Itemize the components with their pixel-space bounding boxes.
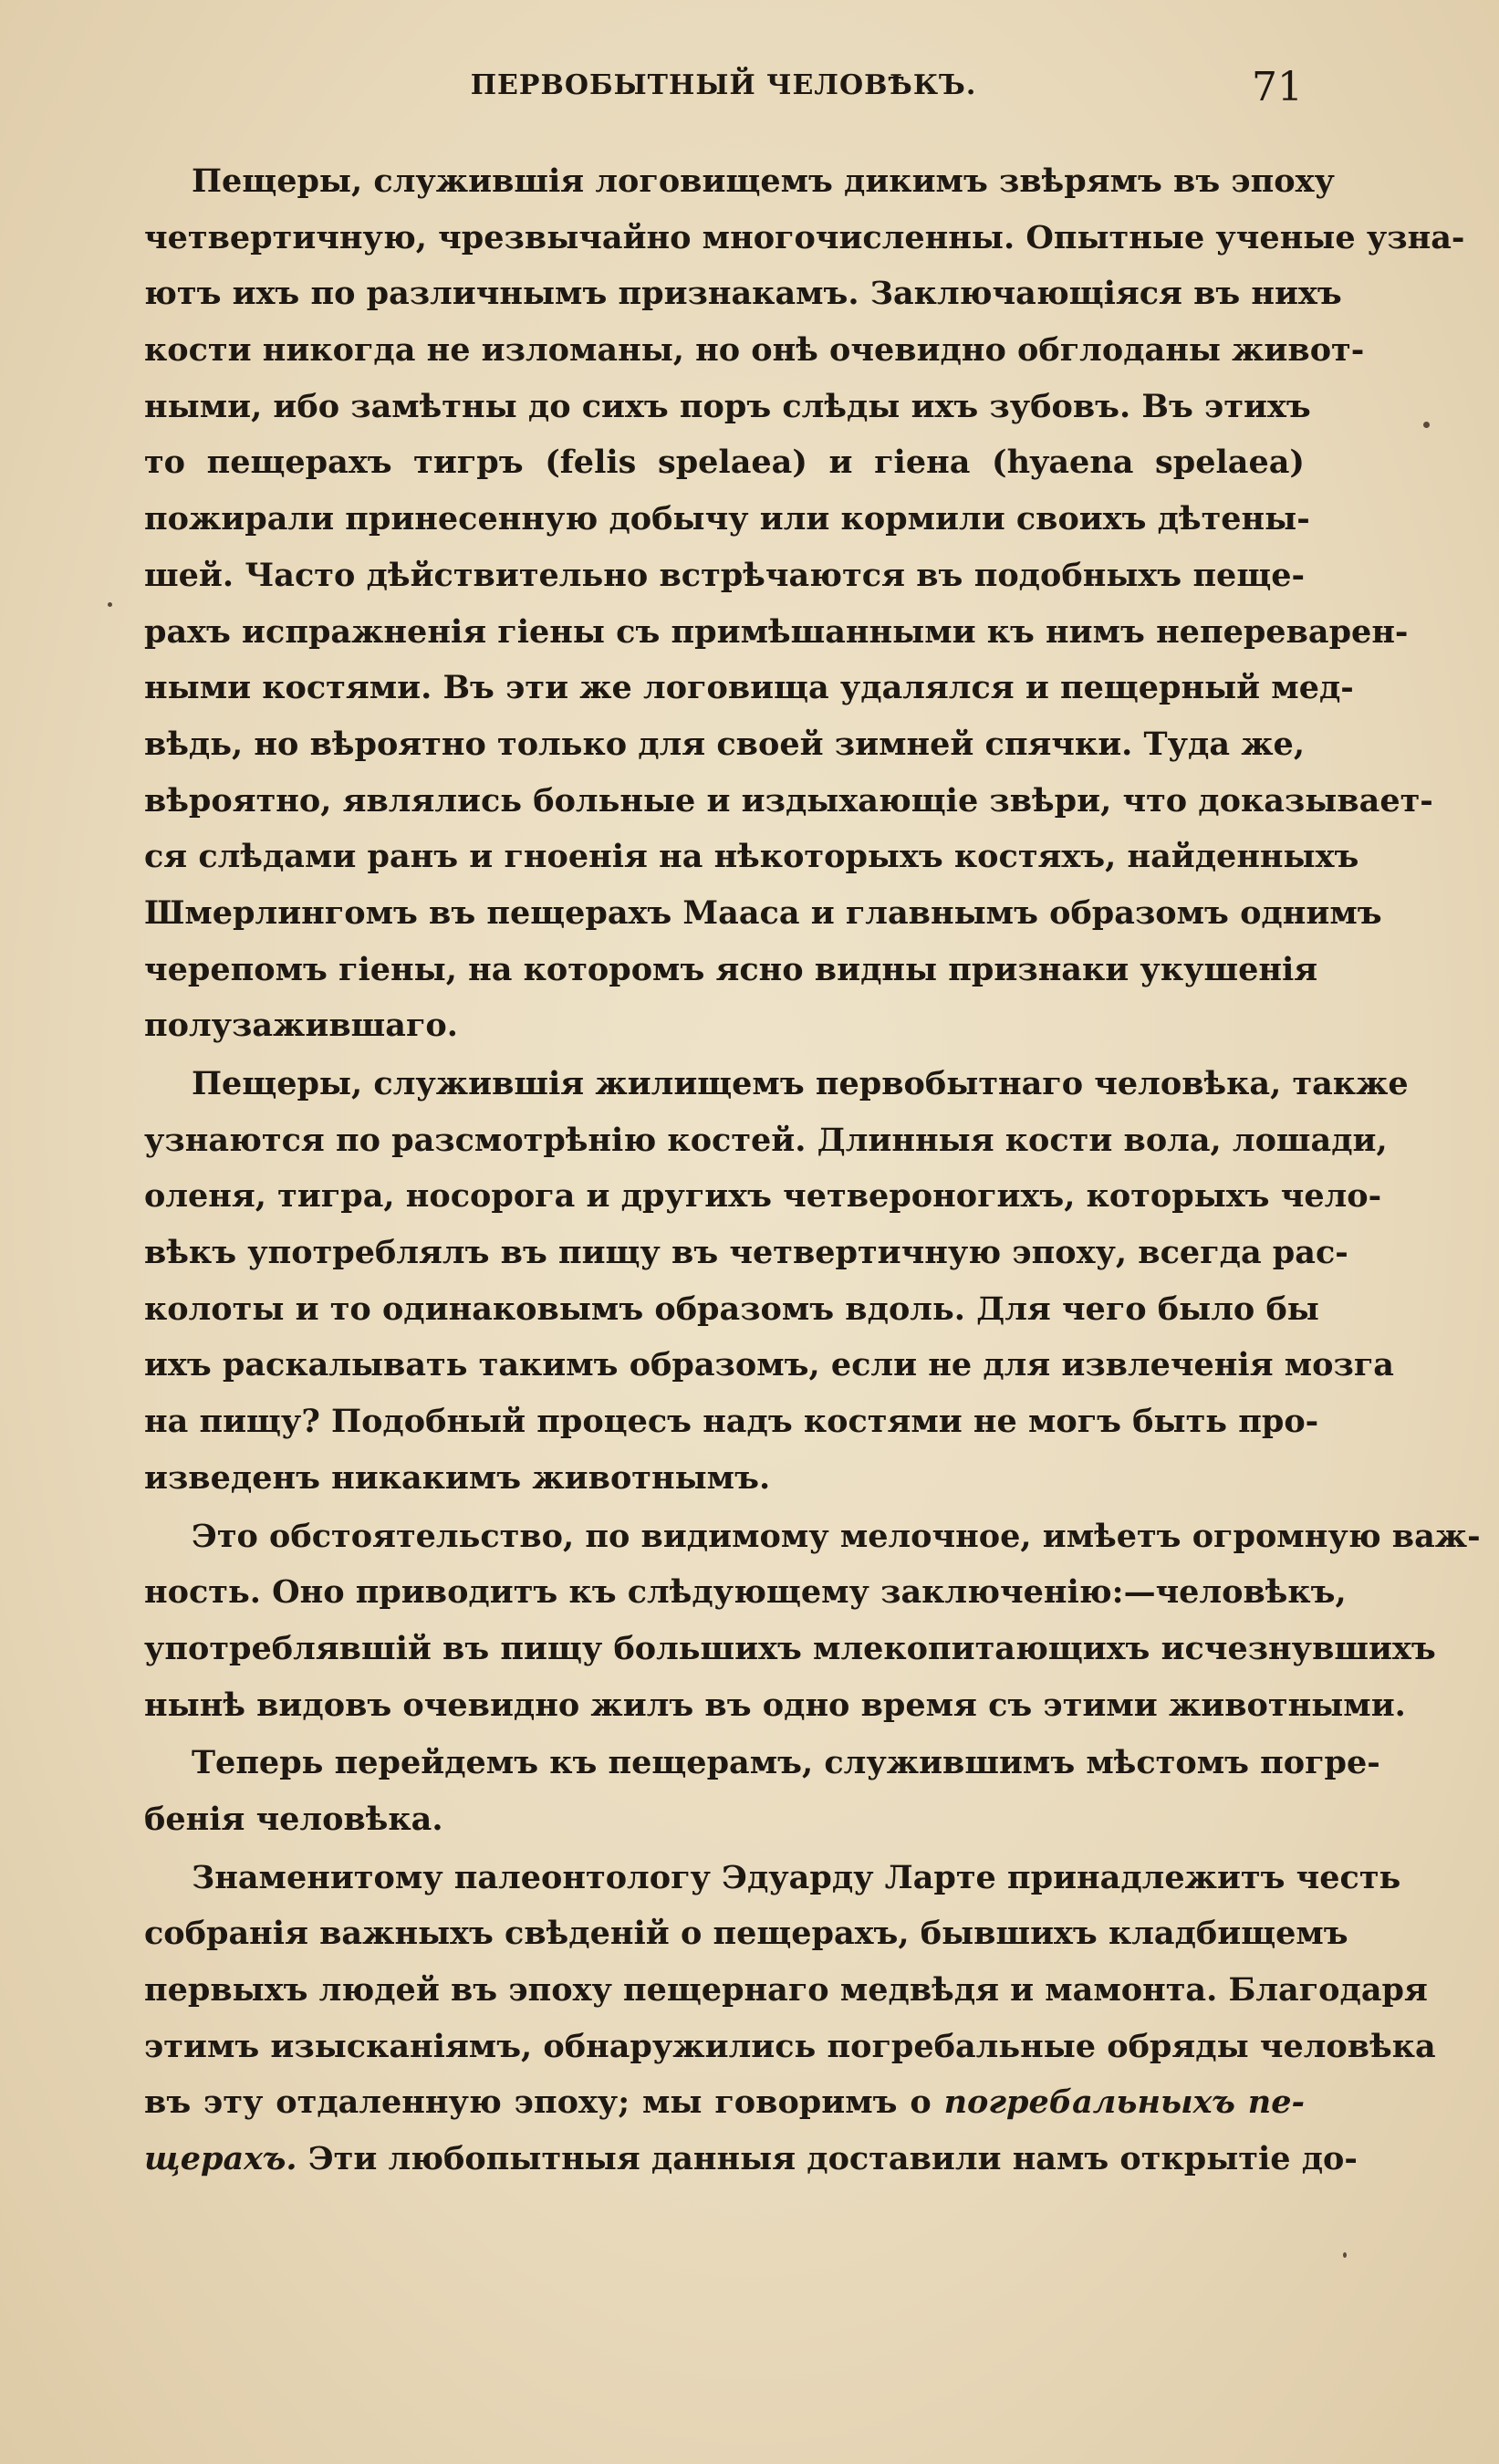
paper-speck bbox=[1343, 2252, 1347, 2258]
text-segment: въ эту отдаленную эпоху; мы говоримъ о bbox=[144, 2083, 932, 2122]
text-line: изведенъ никакимъ животнымъ. bbox=[144, 1458, 771, 1497]
text-line: ными, ибо замѣтны до сихъ поръ слѣды ихъ зубовъ. Въ этихъ bbox=[144, 387, 1311, 425]
text-line: полузажившаго. bbox=[144, 1007, 458, 1045]
body-text bbox=[144, 153, 1481, 2189]
text-line: вѣроятно, являлись больные и издыхающіе звѣри, что доказывает- bbox=[144, 781, 1433, 820]
text-line: на пищу? Подобный процесъ надъ костями не могъ быть про- bbox=[144, 1403, 1319, 1441]
page-header bbox=[144, 64, 1303, 119]
text-line: Пещеры, служившія жилищемъ первобытнаго человѣка, также bbox=[192, 1065, 1409, 1102]
emphasis-text: щерахъ. bbox=[144, 2140, 297, 2178]
text-line-mixed bbox=[144, 2131, 1358, 2187]
paragraph-1 bbox=[144, 153, 1465, 1054]
text-line: Теперь перейдемъ къ пещерамъ, служившимъ мѣстомъ погре- bbox=[192, 1744, 1380, 1782]
text-line: бенія человѣка. bbox=[144, 1800, 443, 1838]
text-line: кости никогда не изломаны, но онѣ очевидно обглоданы живот- bbox=[144, 331, 1365, 370]
text-line: ютъ ихъ по различнымъ признакамъ. Заключающіяся въ нихъ bbox=[144, 275, 1342, 313]
text-line: ся слѣдами ранъ и гноенія на нѣкоторыхъ костяхъ, найденныхъ bbox=[144, 838, 1359, 876]
text-line: ность. Оно приводитъ къ слѣдующему заключенію:—человѣкъ, bbox=[144, 1573, 1347, 1612]
paragraph-5 bbox=[144, 1850, 1436, 2187]
text-line: вѣдь, но вѣроятно только для своей зимней спячки. Туда же, bbox=[144, 725, 1305, 763]
text-line: этимъ изысканіямъ, обнаружились погребальные обряды человѣка bbox=[144, 2027, 1436, 2065]
text-segment: Эти любопытныя данныя доставили намъ открытіе до- bbox=[307, 2140, 1358, 2178]
text-line: Знаменитому палеонтологу Эдуарду Ларте принадлежитъ честь bbox=[192, 1858, 1401, 1896]
text-line: черепомъ гіены, на которомъ ясно видны признаки укушенія bbox=[144, 950, 1318, 988]
text-line: пожирали принесенную добычу или кормили своихъ дѣтены- bbox=[144, 500, 1310, 538]
running-title: ПЕРВОБЫТНЫЙ ЧЕЛОВѢКЪ. bbox=[470, 69, 977, 101]
paper-speck bbox=[108, 602, 112, 607]
text-line: ными костями. Въ эти же логовища удалялся и пещерный мед- bbox=[144, 669, 1354, 707]
text-line: первыхъ людей въ эпоху пещернаго медвѣдя и мамонта. Благодаря bbox=[144, 1971, 1428, 2009]
text-line: Шмерлингомъ въ пещерахъ Мааса и главнымъ образомъ однимъ bbox=[144, 893, 1382, 932]
paragraph-2 bbox=[144, 1056, 1409, 1507]
text-line: то пещерахъ тигръ (felis spelaea) и гіена (hyaena spelaea) bbox=[144, 444, 1305, 482]
text-line: оленя, тигра, носорога и другихъ четвероногихъ, которыхъ чело- bbox=[144, 1177, 1382, 1216]
text-line: Пещеры, служившія логовищемъ дикимъ звѣрямъ въ эпоху bbox=[192, 162, 1335, 200]
text-line: узнаются по разсмотрѣнію костей. Длинныя кости вола, лошади, bbox=[144, 1121, 1388, 1159]
text-line: вѣкъ употреблялъ въ пищу въ четвертичную эпоху, всегда рас- bbox=[144, 1234, 1348, 1272]
paragraph-3 bbox=[144, 1509, 1481, 1734]
text-line: нынѣ видовъ очевидно жилъ въ одно время съ этими животными. bbox=[144, 1686, 1406, 1724]
text-line-mixed bbox=[144, 2074, 1305, 2131]
text-line: четвертичную, чрезвычайно многочисленны. Опытные ученые узна- bbox=[144, 218, 1465, 256]
text-line: собранія важныхъ свѣденій о пещерахъ, бывшихъ кладбищемъ bbox=[144, 1915, 1348, 1953]
paper-speck bbox=[1423, 422, 1430, 428]
text-line: употреблявшій въ пищу большихъ млекопитающихъ исчезнувшихъ bbox=[144, 1629, 1436, 1667]
emphasis-text: погребальныхъ пе- bbox=[943, 2083, 1306, 2122]
text-line: рахъ испражненія гіены съ примѣшанными къ нимъ непереварен- bbox=[144, 612, 1409, 651]
text-line: ихъ раскалывать такимъ образомъ, если не для извлеченія мозга bbox=[144, 1346, 1394, 1384]
text-line: Это обстоятельство, по видимому мелочное, имѣетъ огромную важ- bbox=[192, 1517, 1481, 1555]
text-line: шей. Часто дѣйствительно встрѣчаются въ подобныхъ пеще- bbox=[144, 556, 1305, 594]
paragraph-4 bbox=[144, 1735, 1380, 1847]
text-line: колоты и то одинаковымъ образомъ вдоль. Для чего было бы bbox=[144, 1289, 1319, 1328]
page-number: 71 bbox=[1252, 64, 1303, 110]
